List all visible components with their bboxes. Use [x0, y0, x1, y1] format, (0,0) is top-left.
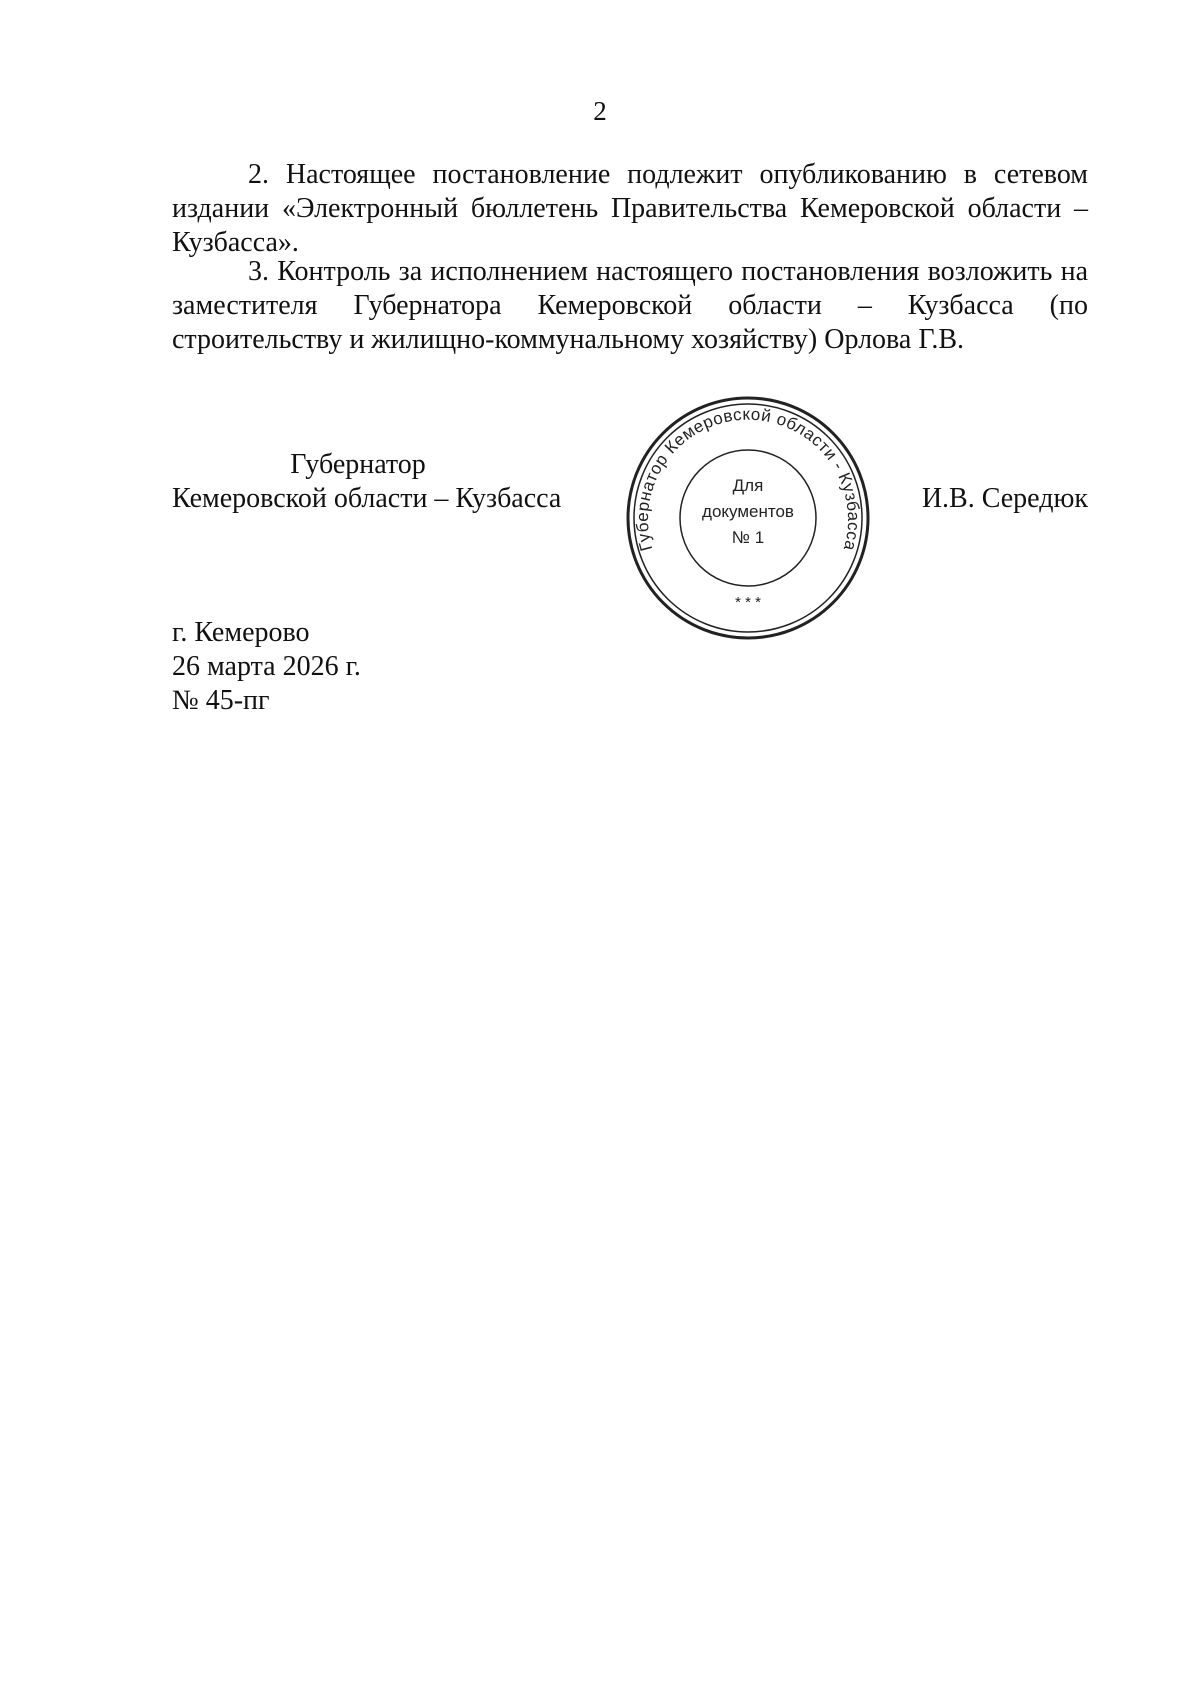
signatory-title: Губернатор	[290, 449, 426, 480]
document-city: г. Кемерово	[172, 617, 310, 648]
signatory-position	[172, 448, 572, 516]
paragraph-control: 3. Контроль за исполнением настоящего постановления возложить на заместителя Губернатора Кемеровской области – Кузбасса (по строительству и жилищно-коммунальному хозяйству) Орлова Г.В.	[172, 256, 1088, 355]
official-seal	[623, 393, 873, 643]
seal-stars: * * *	[735, 594, 761, 611]
document-date: 26 марта 2026 г.	[172, 651, 361, 682]
document-number: № 45-пг	[172, 685, 270, 716]
signatory-name: И.В. Середюк	[921, 483, 1088, 514]
seal-center-line1: Для	[732, 476, 764, 495]
signatory-region: Кемеровской области – Кузбасса	[172, 483, 562, 514]
page-number: 2	[593, 96, 607, 126]
paragraph-publication: 2. Настоящее постановление подлежит опубликованию в сетевом издании «Электронный бюллетень Правительства Кемеровской области – Кузбасса».	[172, 159, 1088, 258]
document-details	[172, 616, 361, 718]
seal-center-line2: документов	[702, 502, 794, 521]
seal-center-line3: № 1	[731, 528, 765, 547]
seal-ring-text: Губернатор Кемеровской области - Кузбасса	[632, 404, 864, 554]
